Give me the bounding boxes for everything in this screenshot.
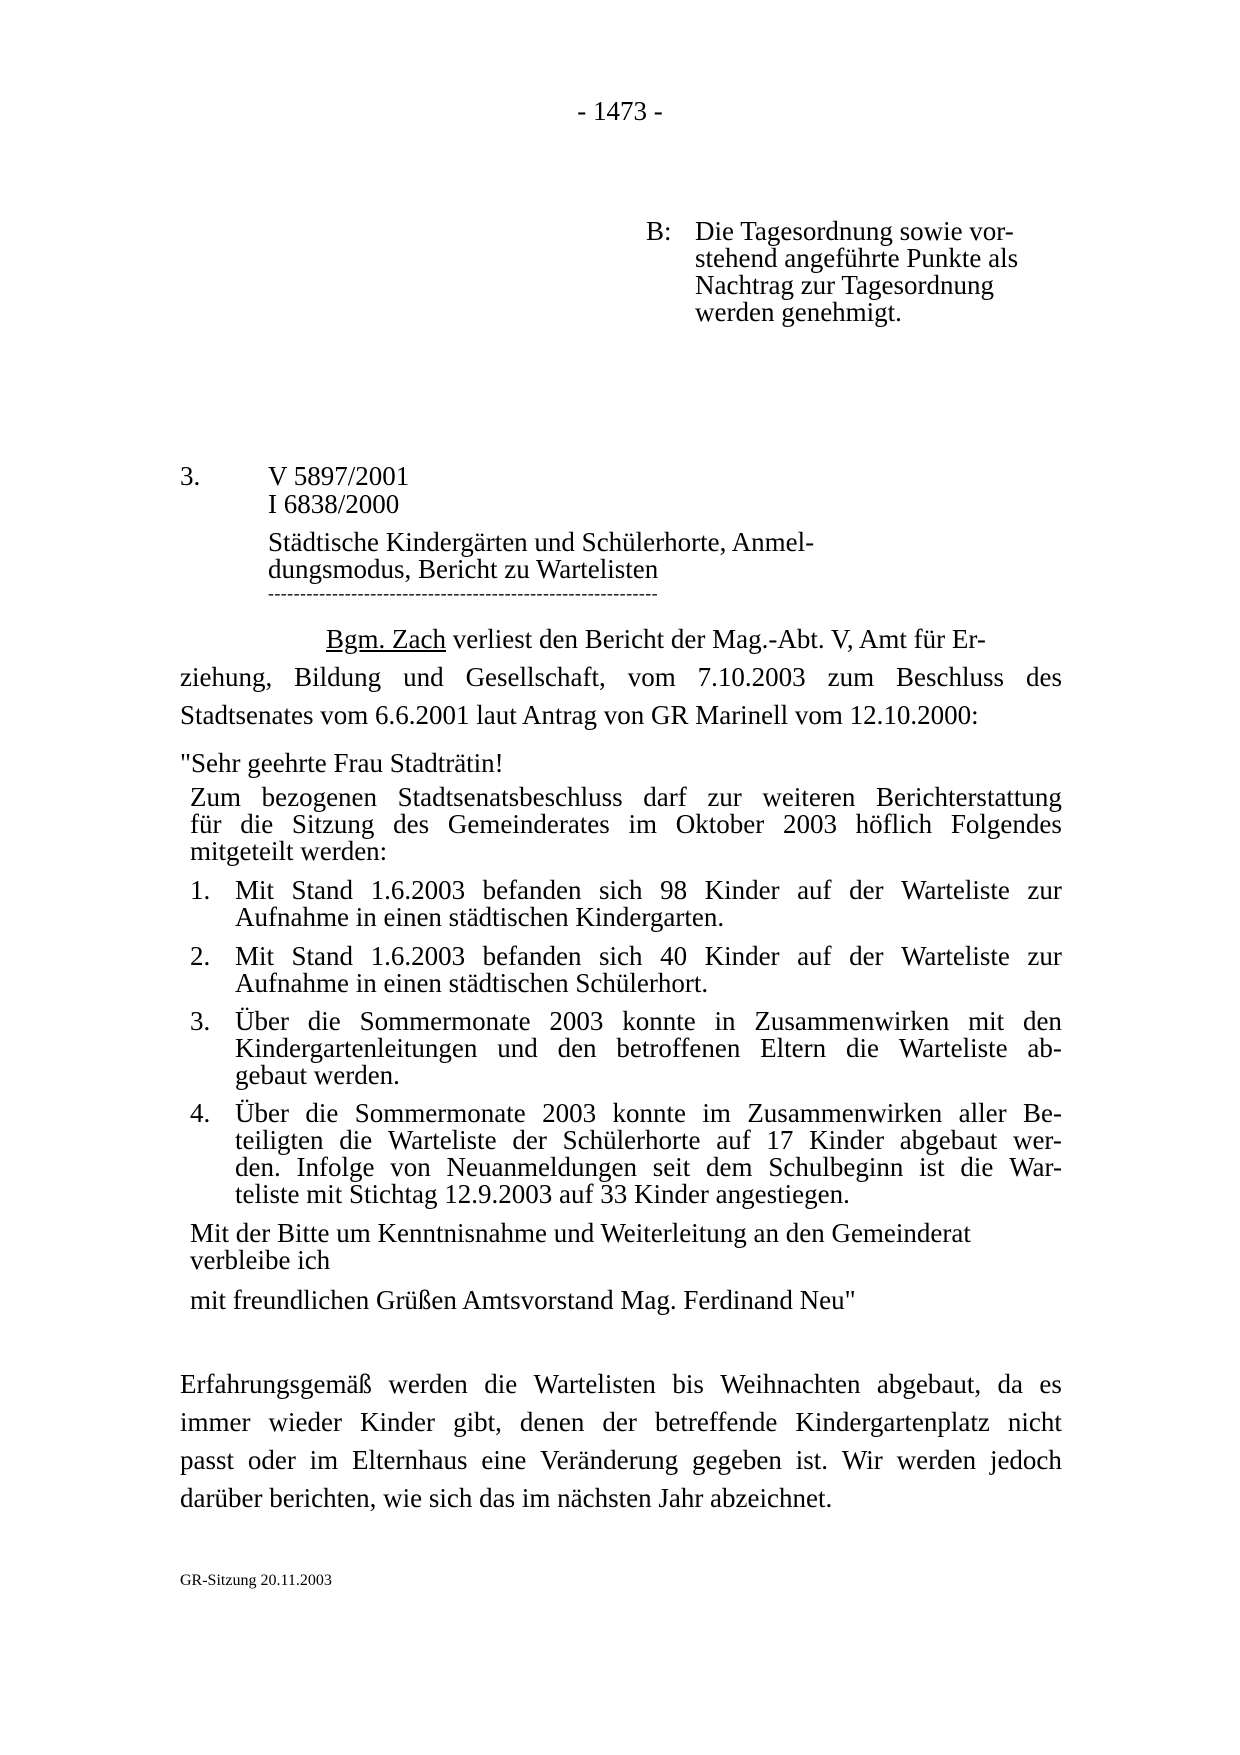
decision-line: werden genehmigt.: [695, 297, 902, 327]
list-item-line: Über die Sommermonate 2003 konnte in Zusammenwirken mit den: [235, 1006, 1062, 1036]
list-item-number: 1.: [190, 875, 211, 905]
reference-number: V 5897/2001: [268, 461, 410, 491]
list-item-line: gebaut werden.: [235, 1060, 400, 1090]
decision-label: B:: [646, 216, 672, 246]
title-separator: -------------------------------------------------------------: [268, 584, 659, 602]
intro-paragraph: [180, 620, 1062, 734]
title-line: Städtische Kindergärten und Schülerhorte, Anmel-: [268, 527, 815, 557]
letter-signature: mit freundlichen Grüßen Amtsvorstand Mag. Ferdinand Neu": [190, 1285, 856, 1315]
list-item-number: 2.: [190, 941, 211, 971]
remark-line: immer wieder Kinder gibt, denen der betreffende Kindergartenplatz nicht: [180, 1407, 1062, 1437]
reference-number: I 6838/2000: [268, 489, 400, 519]
list-item-line: Aufnahme in einen städtischen Kindergarten.: [235, 902, 725, 932]
remark-line: darüber berichten, wie sich das im nächsten Jahr abzeichnet.: [180, 1483, 833, 1513]
list-item-line: Mit Stand 1.6.2003 befanden sich 40 Kinder auf der Warteliste zur: [235, 941, 1062, 971]
list-item-line: teliste mit Stichtag 12.9.2003 auf 33 Kinder angestiegen.: [235, 1179, 850, 1209]
letter-salutation: "Sehr geehrte Frau Stadträtin!: [180, 748, 504, 778]
title-line: dungsmodus, Bericht zu Wartelisten: [268, 554, 659, 584]
list-item-line: den. Infolge von Neuanmeldungen seit dem Schulbeginn ist die War-: [235, 1152, 1062, 1182]
list-item-line: teiligten die Warteliste der Schülerhorte auf 17 Kinder abgebaut wer-: [235, 1125, 1062, 1155]
closing-remark: [180, 1365, 1062, 1517]
list-item-number: 4.: [190, 1098, 211, 1128]
remark-line: passt oder im Elternhaus eine Veränderung gegeben ist. Wir werden jedoch: [180, 1445, 1062, 1475]
decision-line: Die Tagesordnung sowie vor-: [695, 216, 1014, 246]
decision-text: [695, 218, 1055, 326]
agenda-item-number: 3.: [180, 461, 201, 491]
letter-line: Zum bezogenen Stadtsenatsbeschluss darf zur weiteren Berichterstattung: [190, 782, 1062, 812]
intro-line1-rest: verliest den Bericht der Mag.-Abt. V, Amt für Er-: [452, 624, 986, 654]
letter-line: verbleibe ich: [190, 1245, 331, 1275]
list-item-line: Kindergartenleitungen und den betroffenen Eltern die Warteliste ab-: [235, 1033, 1062, 1063]
list-item-line: Über die Sommermonate 2003 konnte im Zusammenwirken aller Be-: [235, 1098, 1062, 1128]
intro-line: Stadtsenates vom 6.6.2001 laut Antrag von GR Marinell vom 12.10.2000:: [180, 700, 979, 730]
letter-opening: [190, 784, 1062, 865]
list-item-line: Mit Stand 1.6.2003 befanden sich 98 Kinder auf der Warteliste zur: [235, 875, 1062, 905]
agenda-item-title: [268, 529, 814, 583]
list-item-number: 3.: [190, 1006, 211, 1036]
reference-numbers: [268, 462, 409, 518]
letter-line: Mit der Bitte um Kenntnisnahme und Weiterleitung an den Gemeinderat: [190, 1218, 971, 1248]
letter-line: für die Sitzung des Gemeinderates im Oktober 2003 höflich Folgendes: [190, 809, 1062, 839]
footer-session: GR-Sitzung 20.11.2003: [180, 1572, 332, 1589]
remark-line: Erfahrungsgemäß werden die Wartelisten bis Weihnachten abgebaut, da es: [180, 1369, 1062, 1399]
intro-line: [180, 620, 1062, 658]
decision-line: stehend angeführte Punkte als: [695, 243, 1019, 273]
speaker-name: Bgm. Zach: [326, 624, 446, 654]
letter-closing: [190, 1220, 1062, 1274]
page-number: - 1473 -: [577, 96, 663, 126]
list-item-line: Aufnahme in einen städtischen Schülerhort.: [235, 968, 709, 998]
intro-line: ziehung, Bildung und Gesellschaft, vom 7.10.2003 zum Beschluss des: [180, 662, 1062, 692]
decision-line: Nachtrag zur Tagesordnung: [695, 270, 995, 300]
letter-line: mitgeteilt werden:: [190, 836, 388, 866]
